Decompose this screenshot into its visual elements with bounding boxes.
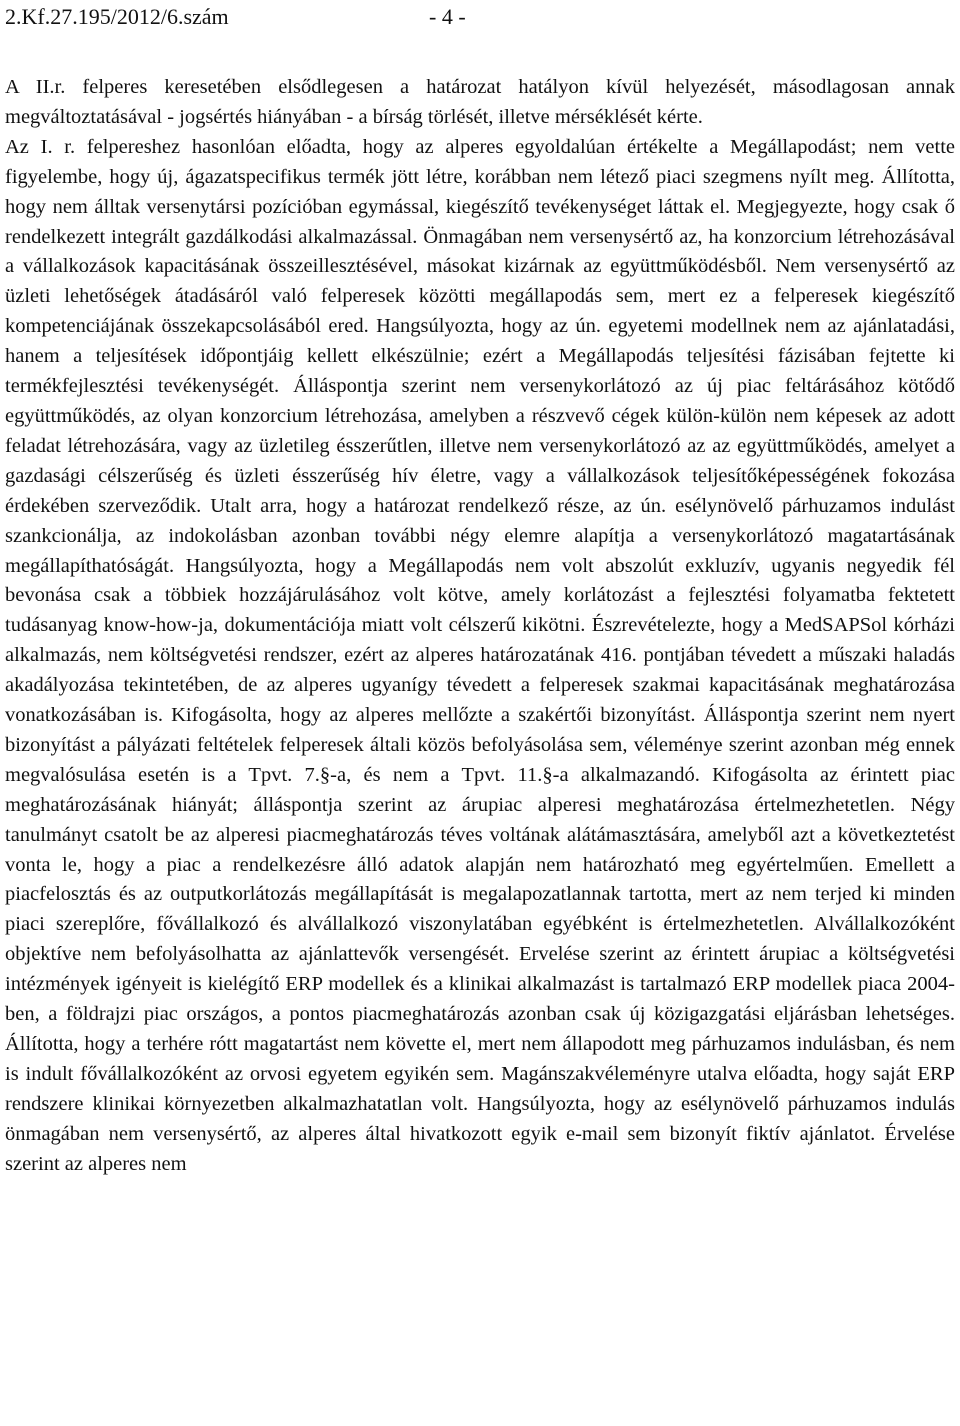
document-body <box>5 73 955 1180</box>
paragraph-1: A II.r. felperes keresetében elsődlegesen a határozat hatályon kívül helyezését, másodlagosan annak megváltoztatásával - jogsértés hiányában - a bírság törlését, illetve mérséklését kérte. <box>5 76 955 128</box>
page-header <box>5 2 955 32</box>
case-number: 2.Kf.27.195/2012/6.szám <box>5 4 229 29</box>
paragraph-2: Az I. r. felpereshez hasonlóan előadta, hogy az alperes egyoldalúan értékelte a Megállapodást; nem vette figyelembe, hogy új, ágazatspecifikus termék jött létre, korábban nem létező piaci szegmens nyílt meg. Állította, hogy nem álltak versenytársi pozícióban egymással, kiegészítő tevékenységet láttak el. Megjegyezte, hogy csak ő rendelkezett integrált gazdálkodási alkalmazással. Önmagában nem versenysértő az, ha konzorcium létrehozásával a vállalkozások kapacitásának összeillesztésével, másokat kizárnak az együttműködésből. Nem versenysértő az üzleti lehetőségek átadásáról való felperesek közötti megállapodás sem, mert ez a felperesek kiegészítő kompetenciájának összekapcsolásából ered. Hangsúlyozta, hogy az ún. egyetemi modellnek nem az ajánlatadási, hanem a teljesítések időpontjáig kellett elkészülnie; ezért a Megállapodás teljesítési fázisában fejtette ki termékfejlesztési tevékenységét. Álláspontja szerint nem versenykorlátozó az új piac feltárásához kötődő együttműködés, az olyan konzorcium létrehozása, amelyben a részvevő cégek külön-külön nem képesek az adott feladat létrehozására, vagy az üzletileg ésszerűtlen, illetve nem versenykorlátozó az az együttműködés, amelyet a gazdasági célszerűség és üzleti ésszerűség hív életre, vagy a vállalkozások teljesítőképességének fokozása érdekében szerveződik. Utalt arra, hogy a határozat rendelkező része, az ún. esélynövelő párhuzamos indulást szankcionálja, az indokolásban azonban további négy elemre alapítja a versenykorlátozó magatartásának megállapíthatóságát. Hangsúlyozta, hogy a Megállapodás nem volt abszolút exkluzív, ugyanis negyedik fél bevonása csak a többiek hozzájárulásához volt kötve, amely korlátozást a fejlesztési folyamatba fektetett tudásanyag know-how-ja, dokumentációja miatt volt célszerű kikötni. Észrevételezte, hogy a MedSAPSol kórházi alkalmazás, nem költségvetési rendszer, ezért az alperes határozatának 416. pontjában tévedett a műszaki haladás akadályozása tekintetében, de az alperes ugyanígy tévedett a felperesek szakmai kapacitásának meghatározása vonatkozásában is. Kifogásolta, hogy az alperes mellőzte a szakértői bizonyítást. Álláspontja szerint nem nyert bizonyítást a pályázati feltételek felperesek általi közös befolyásolása sem, véleménye szerint azonban még ennek megvalósulása esetén is a Tpvt. 7.§-a, és nem a Tpvt. 11.§-a alkalmazandó. Kifogásolta az érintett piac meghatározásának hiányát; álláspontja szerint az árupiac alperesi meghatározása értelmezhetetlen. Négy tanulmányt csatolt be az alperesi piacmeghatározás téves voltának alátámasztására, amelyből azt a következtetést vonta le, hogy a piac a rendelkezésre álló adatok alapján nem határozható meg egyértelműen. Emellett a piacfelosztás és az outputkorlátozás megállapítását is megalapozatlannak tartotta, mert az nem terjed ki minden piaci szereplőre, fővállalkozó és alvállalkozó viszonylatában egyébként is értelmezhetetlen. Alvállalkozóként objektíve nem befolyásolhatta az ajánlattevők versengését. Ervelése szerint az érintett árupiac a költségvetési intézmények igényeit is kielégítő ERP modellek és a klinikai alkalmazást is tartalmazó ERP modellek piaca 2004-ben, a földrajzi piac országos, a pontos piacmeghatározás azonban csak új közigazgatási eljárásban lehetséges. Állította, hogy a terhére rótt magatartást nem követte el, mert nem állapodott meg párhuzamos indulásban, és nem is indult fővállalkozóként az orvosi egyetem egyikén sem. Magánszakvéleményre utalva előadta, hogy saját ERP rendszere klinikai környezetben alkalmazhatatlan volt. Hangsúlyozta, hogy az esélynövelő párhuzamos indulás önmagában nem versenysértő, az alperes által hivatkozott egyik e-mail sem bizonyít fiktív ajánlatot. Érvelése szerint az alperes nem <box>5 135 955 1175</box>
page-number: - 4 - <box>429 4 466 29</box>
